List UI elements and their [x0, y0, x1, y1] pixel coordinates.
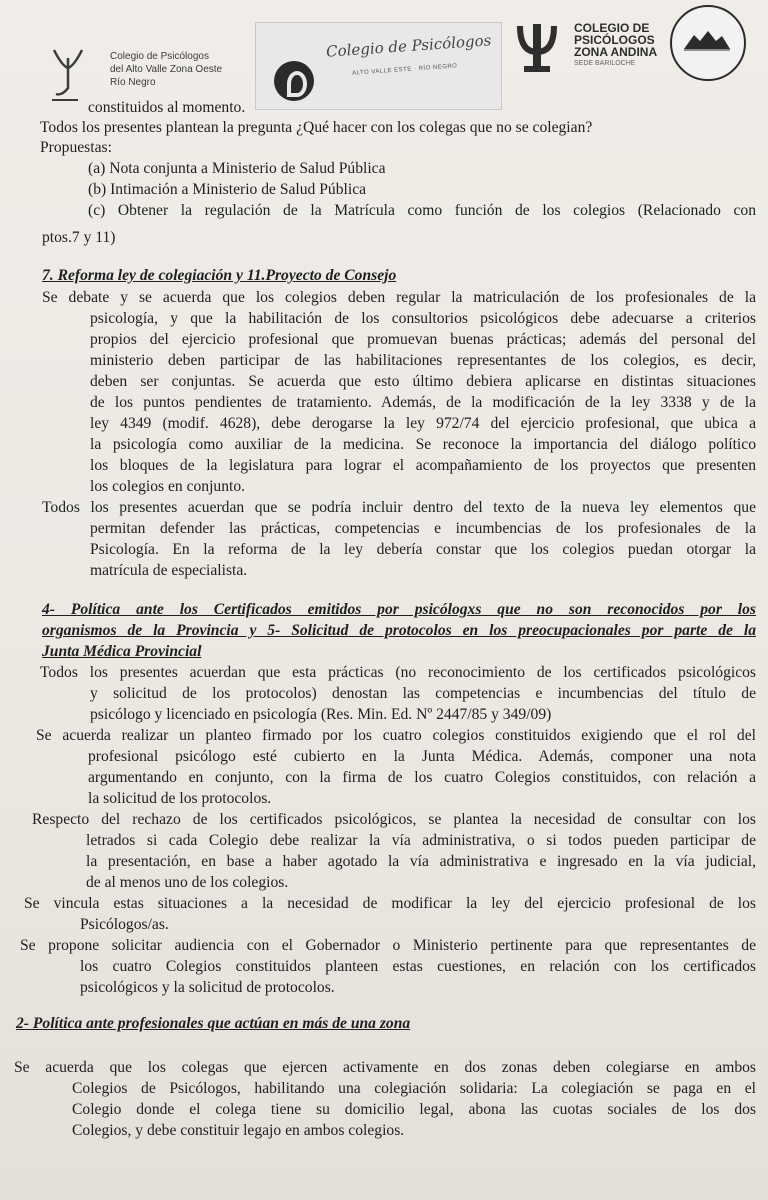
text-line: Propuestas: — [40, 139, 112, 156]
text-line: propios del ejercicio profesional que promuevan buenas prácticas; además del personal del — [90, 331, 756, 348]
list-item: (a) Nota conjunta a Ministerio de Salud Pública — [88, 160, 386, 177]
text-line: letrados si cada Colegio debe realizar la vía administrativa, o si todos pueden participar de — [86, 832, 756, 849]
logo3-line: PSICÓLOGOS — [574, 33, 655, 47]
text-line: Se debate y se acuerda que los colegios deben regular la matriculación de los profesionales de la — [42, 289, 756, 306]
text-line: ptos.7 y 11) — [42, 229, 116, 246]
logo3-line: SEDE BARILOCHE — [574, 60, 636, 67]
text-line: Se acuerda realizar un planteo firmado por los cuatro colegios constituidos exigiendo que el rol del — [36, 727, 756, 744]
section-heading: 2- Política ante profesionales que actúan en más de una zona — [16, 1015, 411, 1032]
logo2-script: Colegio de Psicólogos — [325, 31, 492, 61]
logo1-line: Colegio de Psicólogos — [110, 51, 209, 62]
text-line: Colegio donde el colega tiene su domicilio legal, abona las cuotas sociales de los dos — [72, 1101, 756, 1118]
text-line: de al menos uno de los colegios. — [86, 874, 289, 891]
text-line: Todos los presentes acuerdan que se podría incluir dentro del texto de la nueva ley elementos que — [42, 499, 756, 516]
text-line: Respecto del rechazo de los certificados psicológicos, se plantea la necesidad de consultar con los — [32, 811, 756, 828]
text-line: Se propone solicitar audiencia con el Gobernador o Ministerio pertinente para que representantes de — [20, 937, 756, 954]
text-line: Colegios, y debe constituir legajo en ambos colegios. — [72, 1122, 405, 1139]
text-line: Todos los presentes acuerdan que esta prácticas (no reconocimiento de los certificados psicológicos — [40, 664, 756, 681]
logo1-line: Río Negro — [110, 77, 156, 88]
section-heading: Junta Médica Provincial — [42, 643, 202, 660]
logo1-line: del Alto Valle Zona Oeste — [110, 64, 223, 75]
list-item: (c) Obtener la regulación de la Matrícula como función de los colegios (Relacionado con — [88, 202, 756, 219]
section-heading: organismos de la Provincia y 5- Solicitud de protocolos en los preocupacionales por parte de la — [42, 622, 756, 639]
text-line: la solicitud de los protocolos. — [88, 790, 272, 807]
text-line: constituidos al momento. — [88, 99, 246, 116]
text-line: la presentación, en base a haber agotado la vía administrativa e ingresado en la vía judicial, — [86, 853, 756, 870]
text-line: los bloques de la legislatura para lograr el acompañamiento de los proyectos que presenten — [90, 457, 756, 474]
text-line: Se vincula estas situaciones a la necesidad de modificar la ley del ejercicio profesional de los — [24, 895, 756, 912]
logo3-line: COLEGIO DE — [574, 21, 650, 35]
text-line: profesional psicólogo esté cubierto en la Junta Médica. Además, componer una nota — [88, 748, 756, 765]
text-line: la psicología como auxiliar de la medicina. Se reconoce la importancia del diálogo político — [90, 436, 756, 453]
text-line: de los puntos pendientes de tratamiento. Además, de la modificación de la ley 3338 y de la — [90, 394, 756, 411]
text-line: los cuatro Colegios constituidos planteen estas cuestiones, en relación con los certificados — [80, 958, 756, 975]
text-line: ley 4349 (modif. 4628), debe derogarse la ley 972/74 del ejercicio profesional, que ubica a — [90, 415, 756, 432]
text-line: Psicología. En la reforma de la ley debería constar que los colegios puedan otorgar la — [90, 541, 756, 558]
text-line: psicología, y que la habilitación de los consultorios psicológicos debe adecuarse a criterios — [90, 310, 756, 327]
section-heading: 4- Política ante los Certificados emitidos por psicólogxs que no son reconocidos por los — [42, 601, 756, 618]
text-line: Colegios de Psicólogos, habilitando una colegiación solidaria: La colegiación se paga en el — [72, 1080, 756, 1097]
text-line: ministerio deben participar de las habilitaciones representantes de los colegios, es decir, — [90, 352, 756, 369]
text-line: psicológicos y la solicitud de protocolos. — [80, 979, 335, 996]
section-heading: 7. Reforma ley de colegiación y 11.Proyecto de Consejo — [42, 267, 397, 284]
text-line: los colegios en conjunto. — [90, 478, 246, 495]
text-line: permitan defender las prácticas, competencias e incumbencias de los profesionales de la — [90, 520, 756, 537]
text-line: deben ser conjuntas. Se acuerda que esto último debiera aplicarse en distintas situaciones — [90, 373, 756, 390]
logo3-line: ZONA ANDINA — [574, 45, 658, 59]
text-line: y solicitud de los protocolos) denostan las competencias e incumbencias del título de — [90, 685, 756, 702]
text-line: Todos los presentes plantean la pregunta ¿Qué hacer con los colegas que no se colegian? — [40, 119, 593, 136]
text-line: Psicólogos/as. — [80, 916, 169, 933]
text-line: matrícula de especialista. — [90, 562, 248, 579]
logo2-subtitle: ALTO VALLE ESTE · RÍO NEGRO — [351, 63, 458, 77]
text-line: argumentando en conjunto, con la firma de los cuatro Colegios constituidos, con relación a — [88, 769, 756, 786]
text-line: Se acuerda que los colegas que ejercen activamente en dos zonas deben colegiarse en ambos — [14, 1059, 756, 1076]
text-line: psicólogo y licenciado en psicología (Res. Min. Ed. Nº 2447/85 y 349/09) — [90, 706, 552, 723]
list-item: (b) Intimación a Ministerio de Salud Pública — [88, 181, 367, 198]
